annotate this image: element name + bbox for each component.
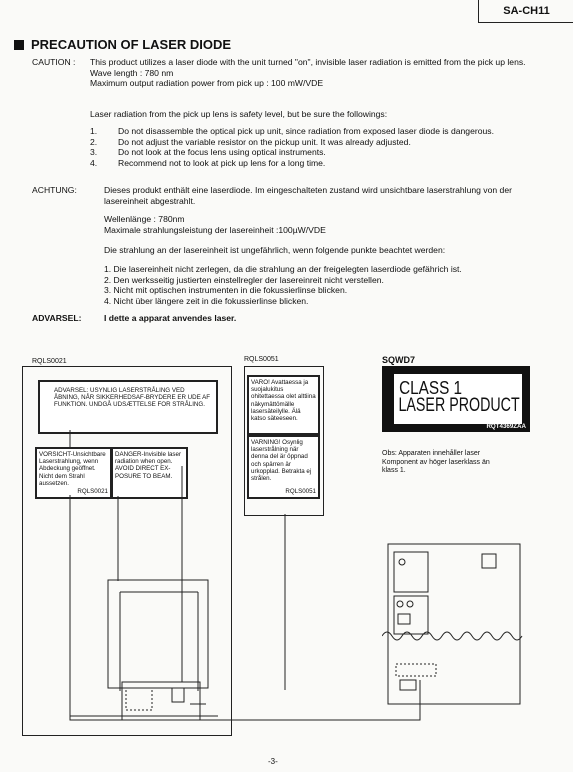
advarsel-text: I dette a apparat anvendes laser. — [104, 313, 237, 323]
obs-note: Obs: Apparaten innehåller laser Komponent av höger laserklass än klass 1. — [382, 450, 490, 474]
achtung-wavelength: Wellenlänge : 780nm — [104, 214, 185, 224]
laser-product-line: LASER PRODUCT — [398, 395, 520, 416]
heading-text: PRECAUTION OF LASER DIODE — [31, 37, 232, 52]
list-item: 4. Recommend not to look at pick up lens for a long time. — [90, 157, 326, 168]
label-text: ADVARSEL: USYNLIG LASERSTRÅLING VED ÅBNING, NÅR SIKKERHEDSAF-BRYDERE ER UDE AF FUNKTION. UNDGÅ UDSÆTTELSE FOR STRÅLING. — [54, 387, 210, 409]
achtung-intro: Dieses produkt enthält eine laserdiode. Im eingeschalteten zustand wird unsichtbare laserstrahlung von der lasereinheit abgestrahlt. — [104, 185, 512, 206]
rear-panel-drawing — [382, 540, 542, 710]
list-item: 2. Do not adjust the variable resistor on the pickup unit. It was already adjusted. — [90, 136, 411, 147]
label-part-number: RQT4369ZAA — [486, 422, 526, 430]
list-item: 1. Do not disassemble the optical pick up unit, since radiation from exposed laser diode is dangerous. — [90, 126, 494, 136]
caution-wavelength: Wave length : 780 nm — [90, 67, 174, 78]
caution-intro: This product utilizes a laser diode with the unit turned "on", invisible laser radiation is emitted from the pick up lens. — [90, 57, 526, 67]
achtung-label: ACHTUNG: — [32, 185, 77, 195]
list-item: 2. Den werksseitig justierten einstellregler der lasereinreit nicht verstellen. — [104, 274, 384, 285]
list-item: 3. Do not look at the focus lens using optical instruments. — [90, 147, 326, 157]
label-code-rqls0021: RQLS0021 — [32, 358, 67, 365]
achtung-note: Die strahlung an der lasereinheit ist ungefährlich, wenn folgende punkte beachtet werden: — [104, 245, 446, 255]
caution-label: CAUTION : — [32, 57, 76, 67]
achtung-max-power: Maximale strahlungsleistung der lasereinheit :100µW/VDE — [104, 224, 326, 235]
caution-safety: Laser radiation from the pick up lens is safety level, but be sure the followings: — [90, 109, 388, 119]
label-code-sqwd7: SQWD7 — [382, 355, 416, 365]
caution-max-power: Maximum output radiation power from pick up : 100 mW/VDE — [90, 78, 324, 88]
label-text: DANGER-Invisible laser radiation when open. AVOID DIRECT EX-POSURE TO BEAM. — [115, 451, 182, 480]
class1-line: CLASS 1 — [399, 378, 463, 398]
list-item: 3. Nicht mit optischen instrumenten in die fokussierlinse blicken. — [104, 285, 348, 295]
list-item: 1. Die lasereinheit nicht zerlegen, da die strahlung an der freigelegten laserdiode gefährich ist. — [104, 264, 462, 274]
label-code: RQLS0051 — [285, 487, 316, 495]
page-number: -3- — [268, 757, 278, 766]
label-text: VARO! Avattaessa ja suojalukitus ohitettaessa olet alttiina näkymättömälle lasersäteilylle. Älä katso säteeseen. — [251, 379, 316, 423]
label-text: VARNING! Osynlig laserstrålning när denna del är öppnad och spärren är urkopplad. Betrakta ej strålen. — [251, 439, 312, 483]
label-code: RQLS0021 — [77, 487, 108, 495]
list-item: 4. Nicht über längere zeit in die fokussierlinse blicken. — [104, 295, 309, 306]
advarsel-label: ADVARSEL: — [32, 313, 82, 323]
label-text: VORSICHT-Unsichtbare Laserstrahlung, wenn Abdeckung geöffnet. Nicht dem Strahl aussetzen. — [39, 451, 106, 487]
model-number: SA-CH11 — [503, 5, 550, 17]
label-code-rqls0051: RQLS0051 — [244, 356, 279, 363]
